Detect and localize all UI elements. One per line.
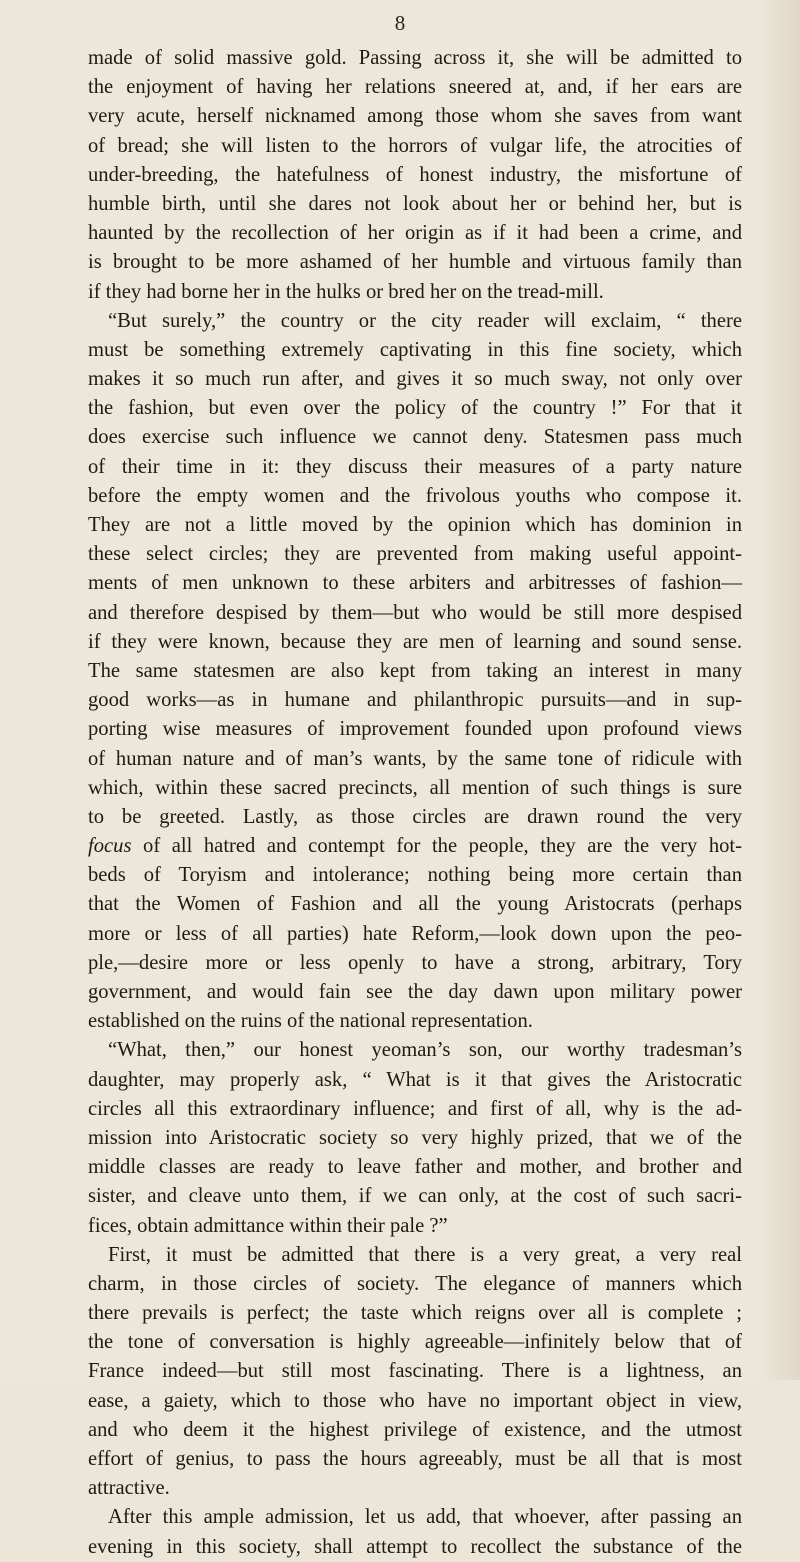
- text-line: fices, obtain admittance within their pale ?”: [88, 1214, 448, 1237]
- text-line: good works—as in humane and philanthropic pursuits—and in sup-: [88, 689, 742, 712]
- text-line: the enjoyment of having her relations sneered at, and, if her ears are: [88, 76, 742, 99]
- text-line: “But surely,” the country or the city reader will exclaim, “ there: [108, 309, 742, 332]
- text-line: “What, then,” our honest yeoman’s son, our worthy tradesman’s: [108, 1039, 742, 1062]
- text-line: government, and would fain see the day dawn upon military power: [88, 981, 742, 1003]
- text-line: very acute, herself nicknamed among those whom she saves from want: [88, 105, 742, 128]
- text-line: of human nature and of man’s wants, by the same tone of ridicule with: [88, 747, 742, 770]
- text-line: that the Women of Fashion and all the young Aristocrats (perhaps: [88, 893, 742, 916]
- text-line: to be greeted. Lastly, as those circles are drawn round the very: [88, 805, 742, 828]
- text-line: charm, in those circles of society. The elegance of manners which: [88, 1272, 742, 1295]
- text-line: established on the ruins of the national representation.: [88, 1010, 533, 1033]
- text-line: and who deem it the highest privilege of existence, and the utmost: [88, 1418, 742, 1441]
- text-line: daughter, may properly ask, “ What is it that gives the Aristocratic: [88, 1068, 742, 1091]
- text-line: must be something extremely captivating in this fine society, which: [88, 338, 742, 361]
- text-line: ple,—desire more or less openly to have a strong, arbitrary, Tory: [88, 951, 742, 974]
- text-line: focus of all hatred and contempt for the people, they are the very hot-: [88, 835, 742, 858]
- text-line: under-breeding, the hatefulness of honest industry, the misfortune of: [88, 163, 742, 186]
- text-line: circles all this extraordinary influence; and first of all, why is the ad-: [88, 1097, 742, 1120]
- text-line: of their time in it: they discuss their measures of a party nature: [88, 455, 742, 478]
- text-line: makes it so much run after, and gives it so much sway, not only over: [88, 368, 742, 391]
- text-line: The same statesmen are also kept from taking an interest in many: [88, 659, 742, 682]
- text-line: if they had borne her in the hulks or bred her on the tread-mill.: [88, 280, 604, 303]
- text-line: After this ample admission, let us add, that whoever, after passing an: [108, 1506, 742, 1529]
- text-line: before the empty women and the frivolous youths who compose it.: [88, 484, 742, 507]
- text-line: made of solid massive gold. Passing across it, she will be admitted to: [88, 47, 742, 69]
- text-line: these select circles; they are prevented from making useful appoint-: [88, 543, 742, 566]
- text-line: if they were known, because they are men of learning and sound sense.: [88, 630, 742, 653]
- page-edge-shadow: [760, 0, 800, 1380]
- text-line: beds of Toryism and intolerance; nothing being more certain than: [88, 864, 742, 887]
- text-line: They are not a little moved by the opinion which has dominion in: [88, 514, 742, 536]
- text-line: middle classes are ready to leave father and mother, and brother and: [88, 1156, 742, 1179]
- text-line: the fashion, but even over the policy of the country !” For that it: [88, 397, 742, 420]
- text-line: of bread; she will listen to the horrors of vulgar life, the atrocities of: [88, 134, 742, 157]
- text-line: haunted by the recollection of her origin as if it had been a crime, and: [88, 222, 742, 245]
- text-line: First, it must be admitted that there is a very great, a very real: [108, 1243, 742, 1266]
- text-line: evening in this society, shall attempt to recollect the substance of the: [88, 1535, 742, 1558]
- text-line: ments of men unknown to these arbiters and arbitresses of fashion—: [88, 572, 742, 595]
- text-line: France indeed—but still most fascinating. There is a lightness, an: [88, 1360, 742, 1383]
- body-text: [88, 44, 742, 1562]
- text-line: and therefore despised by them—but who would be still more despised: [88, 601, 742, 624]
- text-line: there prevails is perfect; the taste which reigns over all is complete ;: [88, 1302, 742, 1325]
- text-line: mission into Aristocratic society so very highly prized, that we of the: [88, 1126, 742, 1149]
- text-line: the tone of conversation is highly agreeable—infinitely below that of: [88, 1331, 742, 1354]
- italic-word: focus: [88, 835, 132, 858]
- text-line: effort of genius, to pass the hours agreeably, must be all that is most: [88, 1448, 742, 1470]
- text-line: is brought to be more ashamed of her humble and virtuous family than: [88, 251, 742, 274]
- text-line: more or less of all parties) hate Reform,—look down upon the peo-: [88, 922, 742, 945]
- text-line: porting wise measures of improvement founded upon profound views: [88, 718, 742, 741]
- text-line: does exercise such influence we cannot deny. Statesmen pass much: [88, 426, 742, 449]
- text-line: humble birth, until she dares not look about her or behind her, but is: [88, 192, 742, 215]
- text-line: ease, a gaiety, which to those who have no important object in view,: [88, 1389, 742, 1412]
- page-number: 8: [394, 11, 406, 35]
- text-line: attractive.: [88, 1477, 170, 1500]
- text-line: which, within these sacred precincts, all mention of such things is sure: [88, 776, 742, 799]
- text-line: sister, and cleave unto them, if we can only, at the cost of such sacri-: [88, 1185, 742, 1208]
